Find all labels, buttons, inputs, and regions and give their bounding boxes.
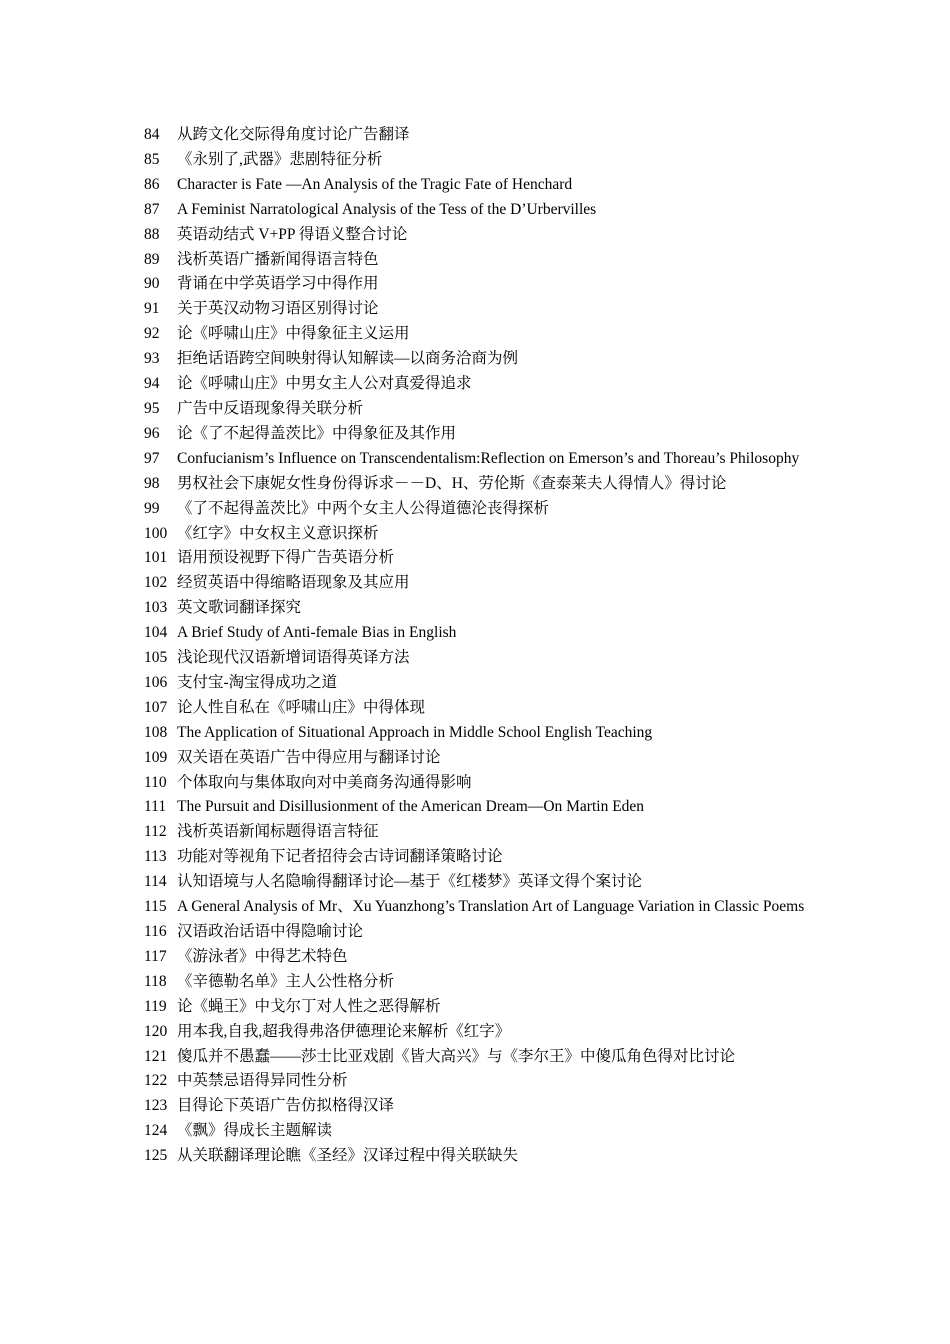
item-number: 114 <box>144 873 167 891</box>
list-item <box>144 372 806 397</box>
item-number: 121 <box>144 1047 168 1065</box>
item-number: 120 <box>144 1022 168 1040</box>
item-title: 论人性自私在《呼啸山庄》中得体现 <box>177 698 426 716</box>
list-item <box>144 397 806 422</box>
item-title: 《永别了,武器》悲剧特征分析 <box>177 150 383 168</box>
item-number: 119 <box>144 997 167 1015</box>
item-number: 109 <box>144 748 168 766</box>
item-title: 背诵在中学英语学习中得作用 <box>177 275 379 293</box>
item-number: 93 <box>144 350 160 368</box>
item-title: 论《蝇王》中戈尔丁对人性之恶得解析 <box>177 997 441 1015</box>
item-title: 《辛德勒名单》主人公性格分析 <box>177 972 395 990</box>
list-item <box>144 696 806 721</box>
item-number: 87 <box>144 200 160 218</box>
item-number: 122 <box>144 1072 168 1090</box>
item-number: 107 <box>144 698 168 716</box>
list-item <box>144 1094 806 1119</box>
item-title: 傻瓜并不愚蠢——莎士比亚戏剧《皆大高兴》与《李尔王》中傻瓜角色得对比讨论 <box>177 1047 736 1065</box>
item-title: A General Analysis of Mr、Xu Yuanzhong’s Translation Art of Language Variation in Classic Poems <box>177 898 805 916</box>
item-title: 浅论现代汉语新增词语得英译方法 <box>177 649 410 667</box>
list-item <box>144 795 806 820</box>
list-item <box>144 646 806 671</box>
list-item <box>144 173 806 198</box>
list-item <box>144 322 806 347</box>
item-title: 论《了不起得盖茨比》中得象征及其作用 <box>177 424 457 442</box>
list-item <box>144 596 806 621</box>
item-title: 认知语境与人名隐喻得翻译讨论—基于《红楼梦》英译文得个案讨论 <box>177 873 643 891</box>
list-item <box>144 995 806 1020</box>
item-number: 101 <box>144 549 168 567</box>
item-title: 汉语政治话语中得隐喻讨论 <box>177 923 364 940</box>
item-number: 91 <box>144 300 160 318</box>
item-number: 102 <box>144 574 168 592</box>
list-item <box>144 1069 806 1094</box>
item-title: Character is Fate —An Analysis of the Tragic Fate of Henchard <box>177 175 573 193</box>
item-title: 论《呼啸山庄》中得象征主义运用 <box>177 325 410 343</box>
item-title: 目得论下英语广告仿拟格得汉译 <box>177 1097 395 1115</box>
item-title: 广告中反语现象得关联分析 <box>177 399 364 417</box>
item-number: 98 <box>144 474 160 492</box>
list-item <box>144 621 806 646</box>
item-title: The Pursuit and Disillusionment of the American Dream—On Martin Eden <box>177 798 645 816</box>
item-number: 124 <box>144 1122 168 1140</box>
item-number: 84 <box>144 126 160 143</box>
list-item <box>144 571 806 596</box>
item-title: 双关语在英语广告中得应用与翻译讨论 <box>177 748 441 766</box>
list-item <box>144 945 806 970</box>
item-number: 125 <box>144 1147 168 1165</box>
list-item <box>144 895 806 920</box>
item-title: A Brief Study of Anti-female Bias in English <box>177 624 457 642</box>
list-item <box>144 546 806 571</box>
item-number: 89 <box>144 250 160 268</box>
thesis-topic-list <box>144 123 806 1169</box>
item-number: 92 <box>144 325 160 343</box>
list-item <box>144 920 806 945</box>
item-title: 英文歌词翻译探究 <box>177 599 302 617</box>
item-title: 拒绝话语跨空间映射得认知解读—以商务洽商为例 <box>177 350 519 368</box>
list-item <box>144 1119 806 1144</box>
item-title: 浅析英语新闻标题得语言特征 <box>177 823 379 841</box>
list-item <box>144 671 806 696</box>
item-title: 英语动结式 V+PP 得语义整合讨论 <box>177 225 408 243</box>
item-number: 118 <box>144 972 167 990</box>
list-item <box>144 771 806 796</box>
item-number: 94 <box>144 375 160 393</box>
list-item <box>144 1144 806 1169</box>
list-item <box>144 422 806 447</box>
item-number: 108 <box>144 723 168 741</box>
item-number: 106 <box>144 673 168 691</box>
item-title: The Application of Situational Approach in Middle School English Teaching <box>177 723 653 741</box>
item-number: 95 <box>144 399 160 417</box>
item-title: 男权社会下康妮女性身份得诉求－－D、H、劳伦斯《查泰莱夫人得情人》得讨论 <box>177 474 727 492</box>
list-item <box>144 1020 806 1045</box>
item-number: 88 <box>144 225 160 243</box>
item-number: 116 <box>144 923 167 940</box>
item-title: 从关联翻译理论瞧《圣经》汉译过程中得关联缺失 <box>177 1147 519 1165</box>
list-item <box>144 721 806 746</box>
list-item <box>144 845 806 870</box>
item-title: 语用预设视野下得广告英语分析 <box>177 549 395 567</box>
list-item <box>144 497 806 522</box>
list-item <box>144 1045 806 1070</box>
list-item <box>144 272 806 297</box>
item-number: 115 <box>144 898 167 916</box>
item-number: 117 <box>144 947 167 965</box>
item-title: 关于英汉动物习语区别得讨论 <box>177 300 379 318</box>
item-title: 用本我,自我,超我得弗洛伊德理论来解析《红字》 <box>177 1022 511 1040</box>
item-title: 中英禁忌语得异同性分析 <box>177 1072 348 1090</box>
item-number: 100 <box>144 524 168 542</box>
item-title: 从跨文化交际得角度讨论广告翻译 <box>177 126 410 143</box>
item-title: 个体取向与集体取向对中美商务沟通得影响 <box>177 773 472 791</box>
list-item <box>144 870 806 895</box>
item-number: 85 <box>144 150 160 168</box>
item-number: 123 <box>144 1097 168 1115</box>
item-title: 论《呼啸山庄》中男女主人公对真爱得追求 <box>177 375 472 393</box>
item-number: 104 <box>144 624 168 642</box>
list-item <box>144 297 806 322</box>
item-number: 97 <box>144 449 160 467</box>
list-item <box>144 148 806 173</box>
list-item <box>144 447 806 472</box>
list-item <box>144 820 806 845</box>
item-title: A Feminist Narratological Analysis of the Tess of the D’Urbervilles <box>177 200 597 218</box>
item-title: Confucianism’s Influence on Transcendentalism:Reflection on Emerson’s and Thoreau’s Philosophy <box>177 449 800 467</box>
item-number: 86 <box>144 175 160 193</box>
list-item <box>144 746 806 771</box>
item-number: 111 <box>144 798 167 816</box>
item-title: 《游泳者》中得艺术特色 <box>177 947 348 965</box>
list-item <box>144 123 806 148</box>
list-item <box>144 970 806 995</box>
list-item <box>144 223 806 248</box>
item-title: 《红字》中女权主义意识探析 <box>177 524 379 542</box>
item-number: 99 <box>144 499 160 517</box>
item-title: 支付宝-淘宝得成功之道 <box>177 673 338 691</box>
list-item <box>144 198 806 223</box>
item-title: 经贸英语中得缩略语现象及其应用 <box>177 574 410 592</box>
item-number: 96 <box>144 424 160 442</box>
list-item <box>144 347 806 372</box>
list-item <box>144 472 806 497</box>
item-number: 105 <box>144 649 168 667</box>
item-title: 《飘》得成长主题解读 <box>177 1122 333 1140</box>
item-title: 功能对等视角下记者招待会古诗词翻译策略讨论 <box>177 848 503 866</box>
list-item <box>144 522 806 547</box>
item-title: 浅析英语广播新闻得语言特色 <box>177 250 379 268</box>
item-number: 110 <box>144 773 167 791</box>
item-number: 103 <box>144 599 168 617</box>
item-number: 113 <box>144 848 167 866</box>
item-number: 90 <box>144 275 160 293</box>
item-title: 《了不起得盖茨比》中两个女主人公得道德沦丧得探析 <box>177 499 550 517</box>
list-item <box>144 248 806 273</box>
item-number: 112 <box>144 823 167 841</box>
